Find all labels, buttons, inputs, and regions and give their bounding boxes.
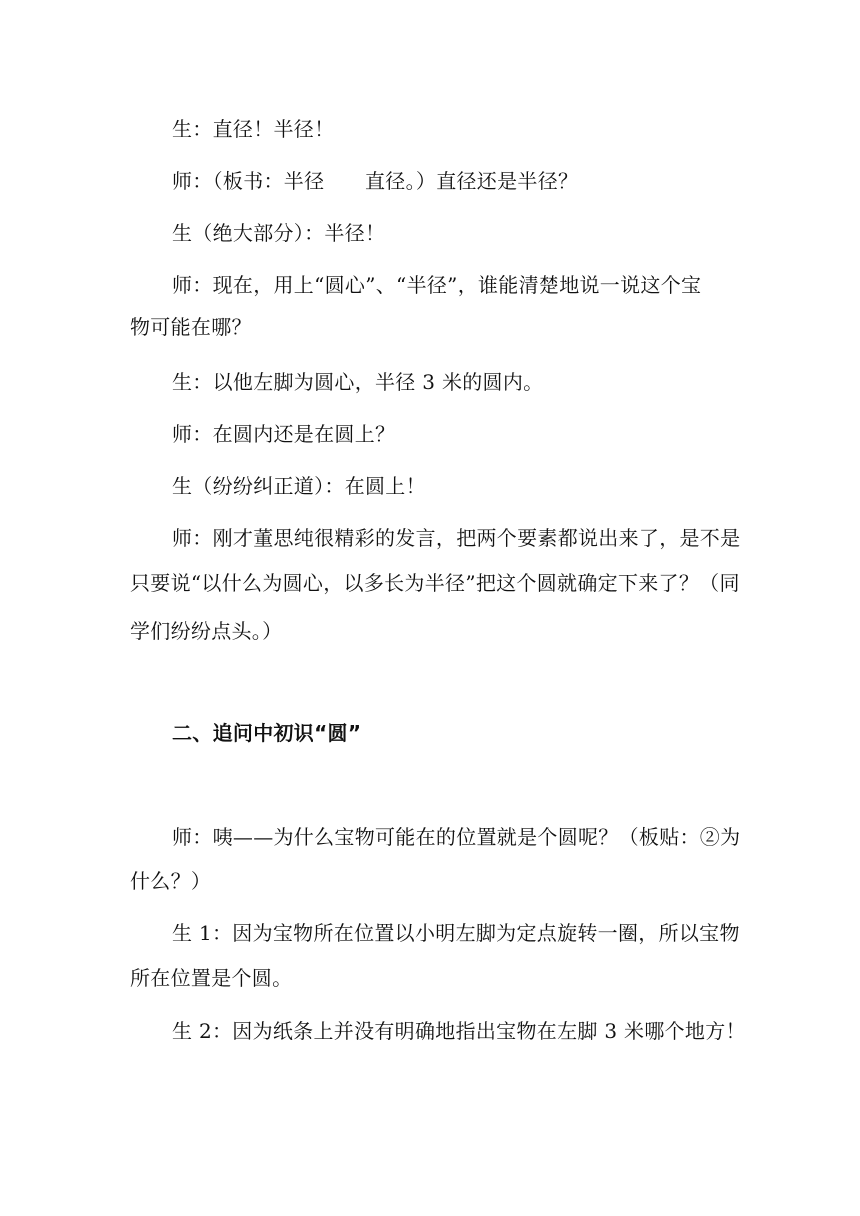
section-heading: 二、追问中初识“圆”	[172, 721, 362, 745]
paragraph-line: 生：直径！半径！	[172, 117, 335, 141]
paragraph-line: 学们纷纷点头。）	[130, 619, 283, 643]
paragraph-line: 师：（板书：半径 直径。）直径还是半径？	[172, 169, 579, 193]
paragraph-line: 生：以他左脚为圆心，半径 3 米的圆内。	[172, 370, 544, 394]
paragraph-line: 什么？）	[130, 869, 212, 893]
paragraph-line: 师：咦——为什么宝物可能在的位置就是个圆呢？（板贴：②为	[172, 825, 741, 849]
paragraph-line: 师：现在，用上“圆心”、“半径”，谁能清楚地说一说这个宝	[172, 273, 702, 297]
paragraph-line: 所在位置是个圆。	[130, 966, 293, 990]
paragraph-line: 师：刚才董思纯很精彩的发言，把两个要素都说出来了，是不是	[172, 526, 741, 550]
paragraph-line: 只要说“以什么为圆心，以多长为半径”把这个圆就确定下来了？（同	[130, 571, 740, 595]
paragraph-line: 生 1：因为宝物所在位置以小明左脚为定点旋转一圈，所以宝物	[172, 921, 740, 945]
paragraph-line: 师：在圆内还是在圆上？	[172, 422, 396, 446]
paragraph-line: 生（纷纷纠正道）：在圆上！	[172, 474, 426, 498]
paragraph-line: 生（绝大部分）：半径！	[172, 221, 386, 245]
paragraph-line: 物可能在哪？	[130, 315, 252, 339]
paragraph-line: 生 2：因为纸条上并没有明确地指出宝物在左脚 3 米哪个地方！	[172, 1019, 746, 1043]
